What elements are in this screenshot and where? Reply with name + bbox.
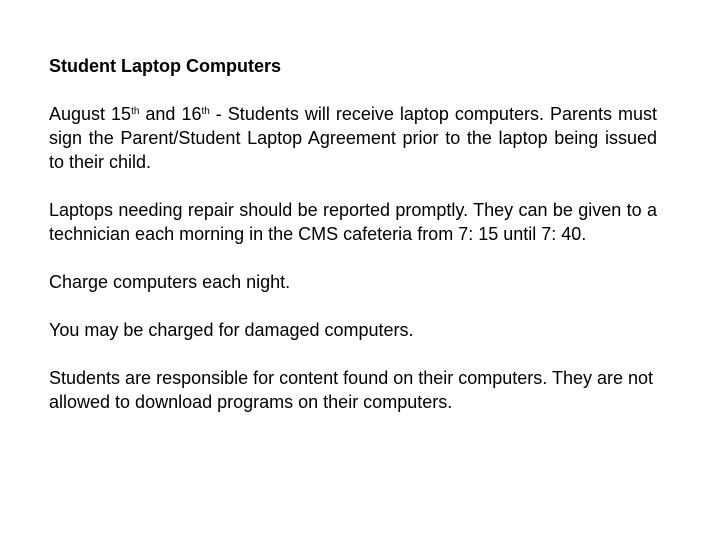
paragraph-repair: Laptops needing repair should be reported promptly. They can be given to a technician each morning in the CMS cafeteria from 7: 15 until 7: 40. — [49, 200, 657, 244]
paragraph-charge: Charge computers each night. — [49, 272, 291, 292]
date-august-15: August 15 — [49, 104, 132, 124]
ordinal-suffix-16: th — [201, 106, 210, 117]
paragraph-content-responsibility: Students are responsible for content found on their computers. They are not allowed to download programs on their computers. — [49, 368, 654, 412]
ordinal-suffix-15: th — [131, 106, 140, 117]
distribution-text: - Students will receive laptop computers. Parents must sign the Parent/Student Laptop Agreement prior to the laptop being issued to their child. — [49, 104, 657, 172]
paragraph-laptop-distribution — [49, 102, 657, 174]
date-16: and 16 — [139, 104, 202, 124]
page-title: Student Laptop Computers — [49, 56, 281, 76]
slide-content — [49, 54, 657, 438]
paragraph-damage: You may be charged for damaged computers. — [49, 320, 414, 340]
